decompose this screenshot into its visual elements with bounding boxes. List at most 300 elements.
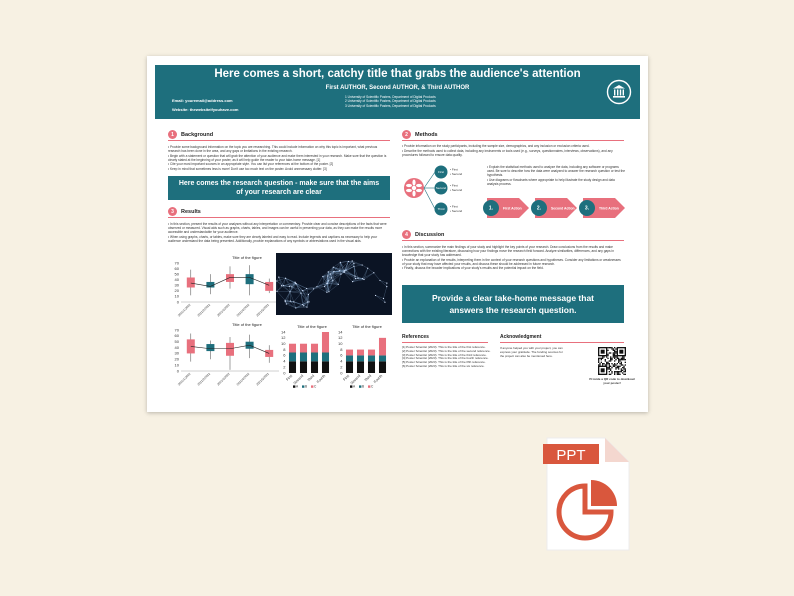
network-node xyxy=(355,278,356,279)
qr-module xyxy=(599,358,600,359)
y-tick-label: 10 xyxy=(281,341,286,347)
poster xyxy=(147,56,648,412)
box xyxy=(206,344,214,351)
section-divider xyxy=(402,342,488,343)
qr-module xyxy=(622,372,623,373)
network-node xyxy=(363,279,364,280)
affiliation-1: 1 University of Scientific Posters, Department of Digital Products xyxy=(345,95,436,99)
section-methods-header xyxy=(402,130,438,139)
box xyxy=(226,274,234,282)
qr-code[interactable] xyxy=(598,347,626,375)
bullet-text: • Begin with a statement or question that will grab the attention of your audience and make them interested in your research. Make sure that the question is clearly stated at the beginning of your poster, as it will help guide the reader to your take-home message. [1] xyxy=(168,153,387,162)
network-node xyxy=(300,293,301,294)
qr-module xyxy=(610,368,611,369)
step-label: Second Action xyxy=(551,206,575,211)
section-divider xyxy=(168,140,390,141)
qr-module xyxy=(610,359,611,360)
network-node xyxy=(353,266,354,267)
stacked-bar-chart-1 xyxy=(277,329,333,389)
qr-module xyxy=(613,364,614,365)
network-node xyxy=(316,286,317,287)
y-tick-label: 6 xyxy=(340,352,343,358)
network-node xyxy=(289,291,290,292)
qr-module xyxy=(607,363,608,364)
qr-module xyxy=(599,363,600,364)
qr-module xyxy=(625,374,626,375)
network-node xyxy=(281,285,282,286)
x-tick-label: 2021/2/2022 xyxy=(196,371,212,387)
y-tick-label: 14 xyxy=(281,329,286,335)
qr-module xyxy=(614,366,615,367)
network-node xyxy=(383,298,384,299)
x-tick-label: 2021/3/2022 xyxy=(216,302,231,318)
qr-module xyxy=(613,354,614,355)
x-tick-label: First xyxy=(342,373,351,382)
qr-module xyxy=(603,363,604,364)
network-node xyxy=(295,307,296,308)
poster-title: Here comes a short, catchy title that grabs the audience's attention xyxy=(214,68,581,80)
node-label: Second xyxy=(435,186,447,191)
qr-module xyxy=(611,359,612,360)
node-item: • Second xyxy=(450,209,463,213)
box xyxy=(265,282,273,291)
x-tick-label: First xyxy=(285,373,294,382)
bar-segment xyxy=(368,355,375,361)
y-tick-label: 70 xyxy=(174,260,179,266)
network-node xyxy=(352,260,353,261)
qr-module xyxy=(625,370,626,371)
network-node xyxy=(362,264,363,265)
qr-module xyxy=(625,362,626,363)
qr-module xyxy=(614,363,615,364)
qr-module xyxy=(618,358,619,359)
network-node xyxy=(328,271,329,272)
qr-module xyxy=(614,352,615,353)
network-node xyxy=(313,288,314,289)
network-node xyxy=(303,305,304,306)
chart-title: Title of the figure xyxy=(232,322,262,327)
node-item: • First xyxy=(450,167,458,172)
bullet-text: • Use diagrams or flowcharts where appropriate to help illustrate the study design and data analysis process. xyxy=(487,177,615,186)
qr-module xyxy=(607,355,608,356)
qr-module xyxy=(623,374,624,375)
qr-module xyxy=(610,352,611,353)
y-tick-label: 8 xyxy=(283,346,286,352)
section-divider xyxy=(402,240,624,241)
qr-module xyxy=(617,374,618,375)
node-label: Third xyxy=(437,207,445,212)
qr-module xyxy=(614,364,615,365)
qr-module xyxy=(621,368,622,369)
node-label: First xyxy=(438,170,444,175)
qr-module xyxy=(615,351,616,352)
reference-item: [2] Poster Scientist (2023). This is the title of the second reference. xyxy=(402,348,491,353)
y-tick-label: 60 xyxy=(174,265,179,271)
qr-module xyxy=(618,371,619,372)
y-tick-label: 2 xyxy=(283,364,286,370)
qr-module xyxy=(606,362,607,363)
qr-module xyxy=(598,358,599,359)
network-node xyxy=(353,263,354,264)
qr-module xyxy=(614,355,615,356)
network-node xyxy=(285,278,286,279)
bar-segment xyxy=(346,350,353,356)
qr-module xyxy=(611,347,612,348)
bar-segment xyxy=(346,361,353,373)
x-tick-label: Second xyxy=(292,373,305,386)
bar-segment xyxy=(300,344,307,353)
y-tick-label: 60 xyxy=(174,333,179,339)
qr-module xyxy=(611,363,612,364)
network-node xyxy=(290,300,291,301)
network-node xyxy=(324,286,325,287)
network-node xyxy=(276,291,277,292)
y-tick-label: 0 xyxy=(176,368,179,374)
qr-module xyxy=(611,348,612,349)
section-results-header xyxy=(168,207,201,216)
x-tick-label: 2021/4/2022 xyxy=(235,302,251,318)
network-node xyxy=(293,301,294,302)
chart-title: Title of the figure xyxy=(232,255,262,260)
qr-module xyxy=(610,356,611,357)
qr-module xyxy=(598,362,599,363)
qr-module xyxy=(602,356,603,357)
bar-segment xyxy=(300,361,307,373)
reference-list xyxy=(402,346,494,369)
y-tick-label: 10 xyxy=(338,341,343,347)
email-text: Email: youremail@address.com xyxy=(172,98,233,103)
qr-module xyxy=(615,355,616,356)
qr-caption: Provide a QR code to download your poster! xyxy=(589,377,635,385)
legend-label: A xyxy=(296,384,299,389)
box xyxy=(226,343,234,356)
bullet-text: • In this section, summarize the main findings of your study and highlight the key points of your research. Draw conclusions from the results and make connections with the existing literature, discussing how your findings move the research field forward. Analyze similarities, differences, and any gaps in knowledge that your study has addressed. xyxy=(402,245,615,257)
section-number-badge: 1 xyxy=(168,130,177,139)
qr-module xyxy=(618,360,619,361)
qr-module xyxy=(622,364,623,365)
bullet-text: • In this section, present the results of your analyses without any interpretation or commentary. Provide clear and concise descriptions of the facts that were observed or measured. Visual aids such as graphs, charts, tables, and images can be useful in presenting your data, as they can make the results more accessible and understandable for your audience. xyxy=(168,222,387,234)
section-number-badge: 2 xyxy=(402,130,411,139)
qr-module xyxy=(617,363,618,364)
y-tick-label: 0 xyxy=(283,370,286,376)
section-background-header xyxy=(168,130,213,139)
qr-module xyxy=(610,358,611,359)
qr-module xyxy=(622,356,623,357)
network-node xyxy=(307,301,308,302)
box xyxy=(265,350,273,357)
network-node xyxy=(286,303,287,304)
step-number: 3. xyxy=(584,205,590,212)
qr-module xyxy=(609,367,610,368)
x-tick-label: 2021/3/2022 xyxy=(216,371,231,387)
qr-module xyxy=(621,363,622,364)
network-node xyxy=(328,280,329,281)
x-tick-label: 2021/4/2022 xyxy=(235,371,251,387)
qr-module xyxy=(613,355,614,356)
qr-module xyxy=(618,367,619,368)
network-node xyxy=(289,286,290,287)
network-node xyxy=(302,304,303,305)
bar-segment xyxy=(379,361,386,373)
qr-module xyxy=(623,367,624,368)
reference-item: [1] Poster Scientist (2023). This is the title of the first reference. xyxy=(402,345,486,349)
bar-segment xyxy=(346,355,353,361)
qr-module xyxy=(598,360,599,361)
node-item: • First xyxy=(450,183,458,188)
y-tick-label: 40 xyxy=(174,277,179,283)
qr-module xyxy=(603,356,604,357)
network-node xyxy=(276,280,277,281)
qr-module xyxy=(611,358,612,359)
acknowledgment-title: Acknowledgment xyxy=(500,334,542,340)
qr-module xyxy=(625,364,626,365)
network-node xyxy=(327,275,328,276)
bar-segment xyxy=(357,355,364,361)
y-tick-label: 8 xyxy=(340,346,343,352)
network-node xyxy=(326,283,327,284)
section-title: Discussion xyxy=(415,231,445,238)
y-tick-label: 30 xyxy=(174,282,179,288)
bullet-text: • Keep in mind that sometimes less is more! Don't use too much text on the poster. Avoid unnecessary clutter. [3] xyxy=(168,166,327,171)
qr-module xyxy=(621,364,622,365)
network-node xyxy=(386,286,387,287)
box xyxy=(246,274,254,284)
stacked-bar-chart-2 xyxy=(334,329,390,389)
results-text xyxy=(168,222,390,243)
qr-module xyxy=(611,367,612,368)
network-node xyxy=(339,270,340,271)
network-node xyxy=(278,277,279,278)
affiliation-2: 2 University of Scientific Posters, Department of Digital Products xyxy=(345,99,436,104)
x-tick-label: Fourth xyxy=(316,373,327,385)
qr-module xyxy=(619,359,620,360)
qr-module xyxy=(609,347,610,348)
step-number: 2. xyxy=(536,205,542,212)
qr-module xyxy=(618,359,619,360)
poster-authors: First AUTHOR, Second AUTHOR, & Third AUTHOR xyxy=(325,85,470,91)
discussion-text xyxy=(402,245,624,271)
network-node xyxy=(386,283,387,284)
y-tick-label: 20 xyxy=(174,288,179,294)
qr-module xyxy=(610,374,611,375)
network-node xyxy=(308,301,309,302)
qr-module xyxy=(609,366,610,367)
qr-module xyxy=(615,356,616,357)
qr-module xyxy=(598,359,599,360)
bar-segment xyxy=(368,350,375,356)
y-tick-label: 12 xyxy=(281,335,286,341)
qr-module xyxy=(618,368,619,369)
qr-module xyxy=(621,359,622,360)
qr-module xyxy=(610,347,611,348)
qr-module xyxy=(614,350,615,351)
bar-segment xyxy=(357,361,364,373)
qr-module xyxy=(619,374,620,375)
x-tick-label: 2021/1/2022 xyxy=(176,371,192,387)
legend-label: A xyxy=(353,384,356,389)
file-type-label: PPT xyxy=(556,447,586,464)
ppt-file-icon xyxy=(541,432,635,556)
bullet-text: • Describe the methods used to collect data, including any instruments or tools used (e.g., surveys, questionnaires, interviews, observations), and any procedures followed to ensure data quality. xyxy=(402,148,613,157)
section-title: Methods xyxy=(415,131,438,138)
legend-label: C xyxy=(371,384,374,389)
qr-module xyxy=(610,370,611,371)
qr-module xyxy=(607,358,608,359)
y-tick-label: 30 xyxy=(174,350,179,356)
qr-module xyxy=(617,358,618,359)
legend-label: B xyxy=(362,384,365,389)
qr-module xyxy=(609,360,610,361)
qr-module xyxy=(613,350,614,351)
step-label: First Action xyxy=(503,206,522,211)
x-tick-label: 2021/5/2022 xyxy=(255,371,270,387)
qr-module xyxy=(623,371,624,372)
bullet-text: • Provide some background information on the topic you are researching. This could include information on why this topic is important, what previous research has been done in the area, and any gaps or limitations in the existing research. xyxy=(168,145,378,153)
box-chart-2 xyxy=(167,327,283,387)
network-node xyxy=(326,292,327,293)
x-tick-label: Third xyxy=(363,373,373,383)
network-node xyxy=(306,306,307,307)
qr-module xyxy=(622,367,623,368)
qr-module xyxy=(617,372,618,373)
qr-module xyxy=(601,358,602,359)
network-node xyxy=(291,286,292,287)
y-tick-label: 12 xyxy=(338,335,343,341)
qr-module xyxy=(606,356,607,357)
bar-segment xyxy=(289,344,296,353)
qr-module xyxy=(613,348,614,349)
qr-module xyxy=(617,366,618,367)
y-tick-label: 20 xyxy=(174,356,179,362)
network-node xyxy=(348,261,349,262)
qr-module xyxy=(614,347,615,348)
bar-segment xyxy=(379,338,386,356)
qr-module xyxy=(602,358,603,359)
network-node xyxy=(285,300,286,301)
x-tick-label: 2021/5/2022 xyxy=(255,302,270,318)
legend-label: B xyxy=(305,384,308,389)
bar-segment xyxy=(322,332,329,353)
qr-module xyxy=(615,348,616,349)
network-node xyxy=(328,291,329,292)
network-node xyxy=(354,276,355,277)
qr-module xyxy=(621,358,622,359)
take-home-box: Provide a clear take-home message that answers the research question. xyxy=(402,285,624,323)
step-label: Third Action xyxy=(599,206,619,211)
qr-module xyxy=(610,366,611,367)
network-node xyxy=(308,294,309,295)
qr-module xyxy=(619,366,620,367)
qr-module xyxy=(609,371,610,372)
section-divider xyxy=(500,342,624,343)
qr-module xyxy=(599,364,600,365)
bullet-text: • When using graphs, charts, or tables, make sure they are clearly labeled and easy to read. Include legends and captions as necessary to help your audience understand the data being presented. Additionally, provide explanations of any symbols or abbreviations used in the visual aids. xyxy=(168,234,378,243)
qr-module xyxy=(607,368,608,369)
network-node xyxy=(357,278,358,279)
qr-module xyxy=(618,362,619,363)
qr-module xyxy=(618,374,619,375)
qr-module xyxy=(614,374,615,375)
qr-module xyxy=(615,368,616,369)
qr-module xyxy=(605,359,606,360)
network-node xyxy=(302,290,303,291)
node-item: • First xyxy=(450,204,458,209)
qr-module xyxy=(623,358,624,359)
network-node xyxy=(283,285,284,286)
x-tick-label: Third xyxy=(306,373,316,383)
y-tick-label: 10 xyxy=(174,293,179,299)
x-tick-label: Fourth xyxy=(373,373,384,385)
qr-module xyxy=(606,363,607,364)
qr-module xyxy=(614,371,615,372)
section-number-badge: 4 xyxy=(402,230,411,239)
y-tick-label: 6 xyxy=(283,352,286,358)
bullet-text: • Provide information on the study participants, including the sample size, demographics, and any inclusion or exclusion criteria used. xyxy=(402,144,590,148)
qr-module xyxy=(621,362,622,363)
network-node xyxy=(352,281,353,282)
node-item: • Second xyxy=(450,188,463,192)
network-node xyxy=(367,268,368,269)
qr-module xyxy=(613,352,614,353)
network-node xyxy=(340,262,341,263)
network-node xyxy=(333,267,334,268)
qr-finder xyxy=(601,368,605,372)
qr-module xyxy=(607,354,608,355)
qr-module xyxy=(625,359,626,360)
bar-segment xyxy=(300,353,307,362)
methods-diagram xyxy=(402,159,484,221)
y-tick-label: 14 xyxy=(338,329,343,335)
website-text: Website: thewebsiteifyouhave.com xyxy=(172,107,239,112)
section-divider xyxy=(168,217,390,218)
qr-module xyxy=(611,371,612,372)
qr-module xyxy=(609,352,610,353)
qr-module xyxy=(623,359,624,360)
bullet-text: • Finally, discuss the broader implications of your study's results and the potential impact on the field. xyxy=(402,266,544,270)
methods-text xyxy=(402,144,624,157)
network-node xyxy=(384,302,385,303)
qr-module xyxy=(625,371,626,372)
qr-module xyxy=(613,366,614,367)
process-steps xyxy=(483,194,629,222)
qr-module xyxy=(623,368,624,369)
qr-module xyxy=(610,360,611,361)
y-tick-label: 4 xyxy=(340,358,343,364)
y-tick-label: 10 xyxy=(174,362,179,368)
network-node xyxy=(322,276,323,277)
qr-module xyxy=(617,367,618,368)
step-number: 1. xyxy=(488,205,494,212)
reference-item: [6] Poster Scientist (2023). This is the title of the six reference. xyxy=(402,363,485,368)
acknowledgment-text: If anyone helped you with your project, you can express your gratitude. The funding sources for the project can also be mentioned here. xyxy=(500,346,563,358)
qr-finder xyxy=(601,350,605,354)
poster-banner xyxy=(155,65,640,119)
y-tick-label: 70 xyxy=(174,327,179,333)
network-node xyxy=(285,301,286,302)
qr-module xyxy=(614,358,615,359)
qr-finder xyxy=(619,350,623,354)
box xyxy=(187,277,195,287)
qr-module xyxy=(622,359,623,360)
bullet-text: • Cite your most important sources in an appropriate style. You can list your references at the bottom of the poster. [2] xyxy=(168,162,334,166)
bar-segment xyxy=(311,344,318,353)
qr-module xyxy=(619,363,620,364)
qr-module xyxy=(609,368,610,369)
bar-segment xyxy=(357,350,364,356)
qr-module xyxy=(607,362,608,363)
qr-module xyxy=(605,360,606,361)
section-title: Background xyxy=(181,131,214,138)
